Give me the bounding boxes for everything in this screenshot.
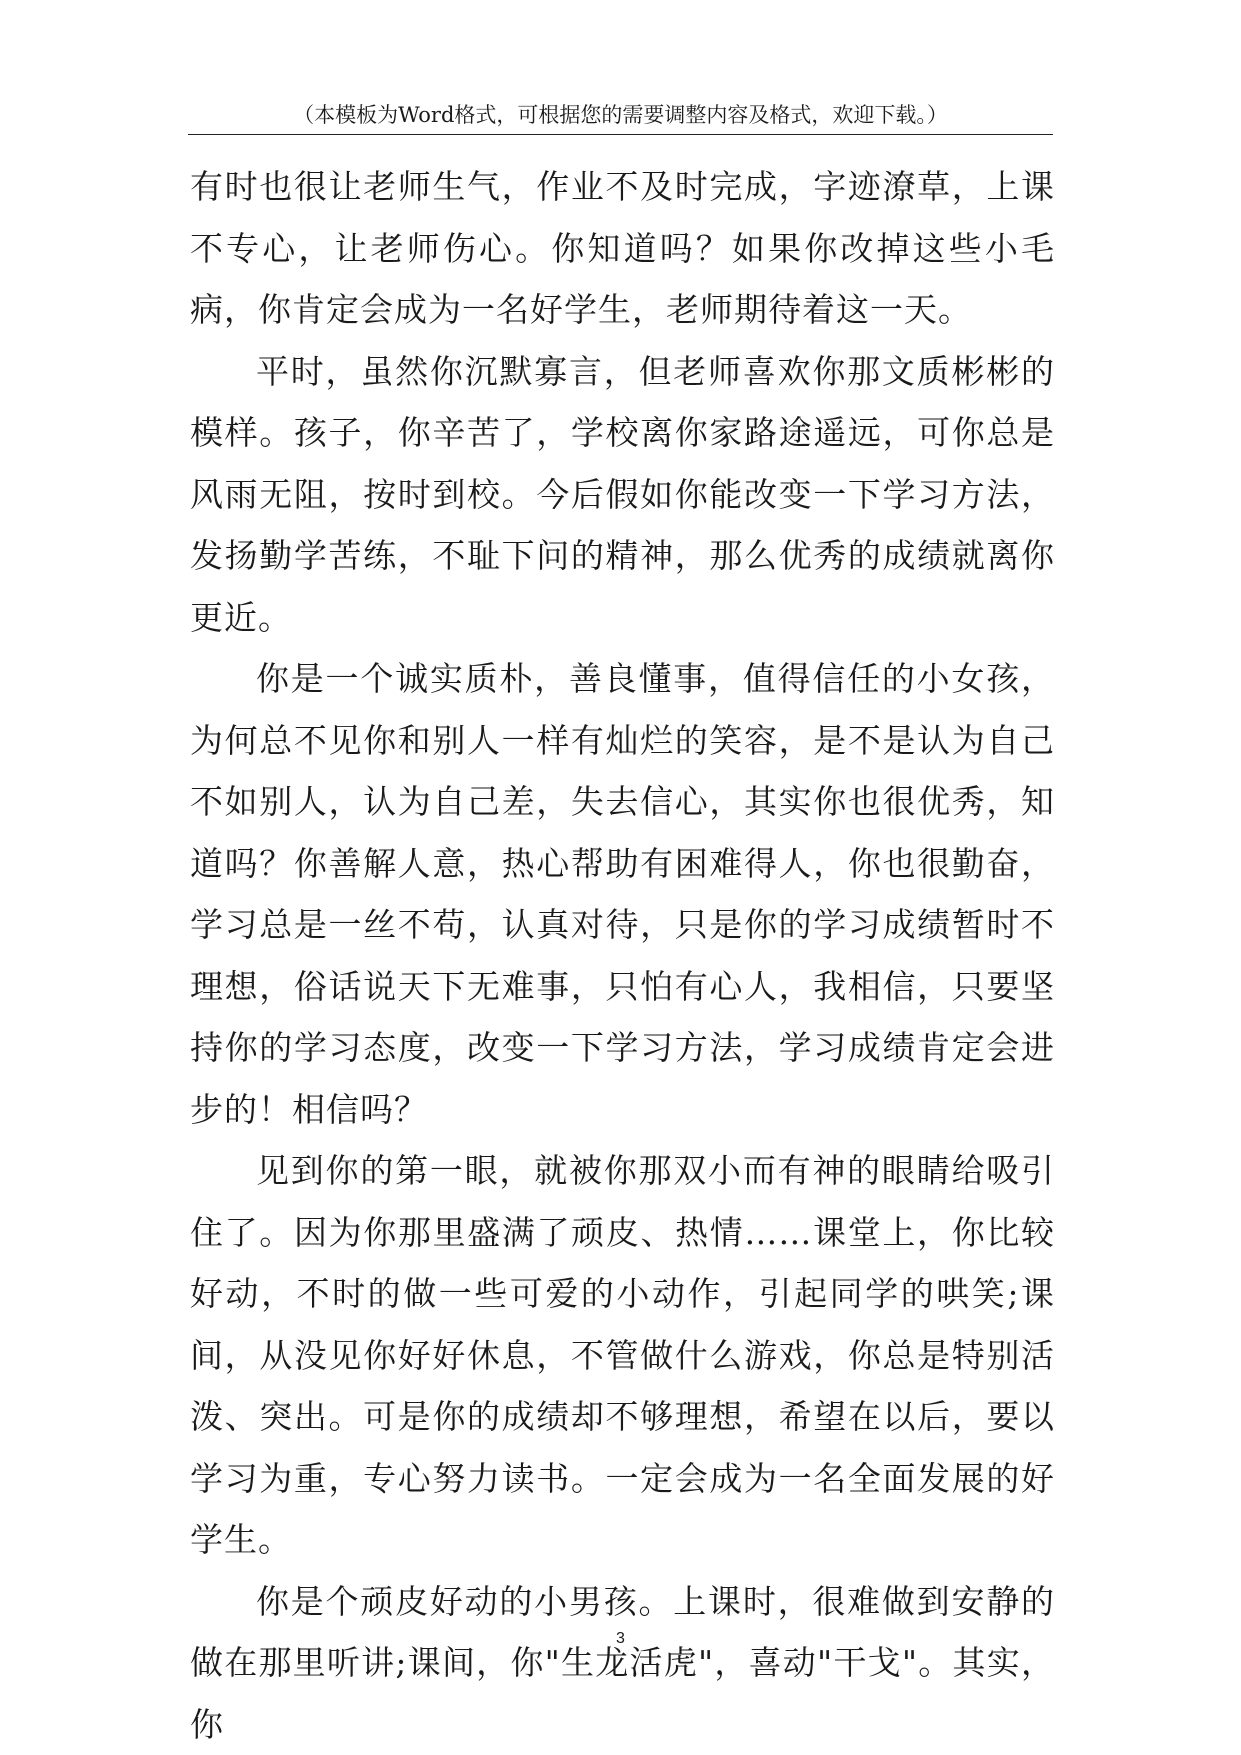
page-header: （本模板为Word格式，可根据您的需要调整内容及格式，欢迎下载。） (188, 98, 1053, 132)
header-divider (188, 134, 1053, 135)
paragraph-4: 见到你的第一眼，就被你那双小而有神的眼睛给吸引住了。因为你那里盛满了顽皮、热情……课堂上，你比较好动，不时的做一些可爱的小动作，引起同学的哄笑;课间，从没见你好好休息，不管做什么游戏，你总是特别活泼、突出。可是你的成绩却不够理想，希望在以后，要以学习为重，专心努力读书。一定会成为一名全面发展的好学生。 (190, 1140, 1055, 1571)
paragraph-2: 平时，虽然你沉默寡言，但老师喜欢你那文质彬彬的模样。孩子，你辛苦了，学校离你家路途遥远，可你总是风雨无阻，按时到校。今后假如你能改变一下学习方法，发扬勤学苦练，不耻下问的精神，那么优秀的成绩就离你更近。 (190, 341, 1055, 649)
paragraph-1: 有时也很让老师生气，作业不及时完成，字迹潦草，上课不专心，让老师伤心。你知道吗？如果你改掉这些小毛病，你肯定会成为一名好学生，老师期待着这一天。 (190, 156, 1055, 341)
paragraph-5: 你是个顽皮好动的小男孩。上课时，很难做到安静的做在那里听讲;课间，你"生龙活虎"，喜动"干戈"。其实，你 (190, 1571, 1055, 1755)
body-text (190, 156, 1055, 1755)
page-number: 3 (0, 1629, 1241, 1649)
paragraph-3: 你是一个诚实质朴，善良懂事，值得信任的小女孩，为何总不见你和别人一样有灿烂的笑容，是不是认为自己不如别人，认为自己差，失去信心，其实你也很优秀，知道吗？你善解人意，热心帮助有困难得人，你也很勤奋，学习总是一丝不苟，认真对待，只是你的学习成绩暂时不理想，俗话说天下无难事，只怕有心人，我相信，只要坚持你的学习态度，改变一下学习方法，学习成绩肯定会进步的！相信吗？ (190, 648, 1055, 1140)
